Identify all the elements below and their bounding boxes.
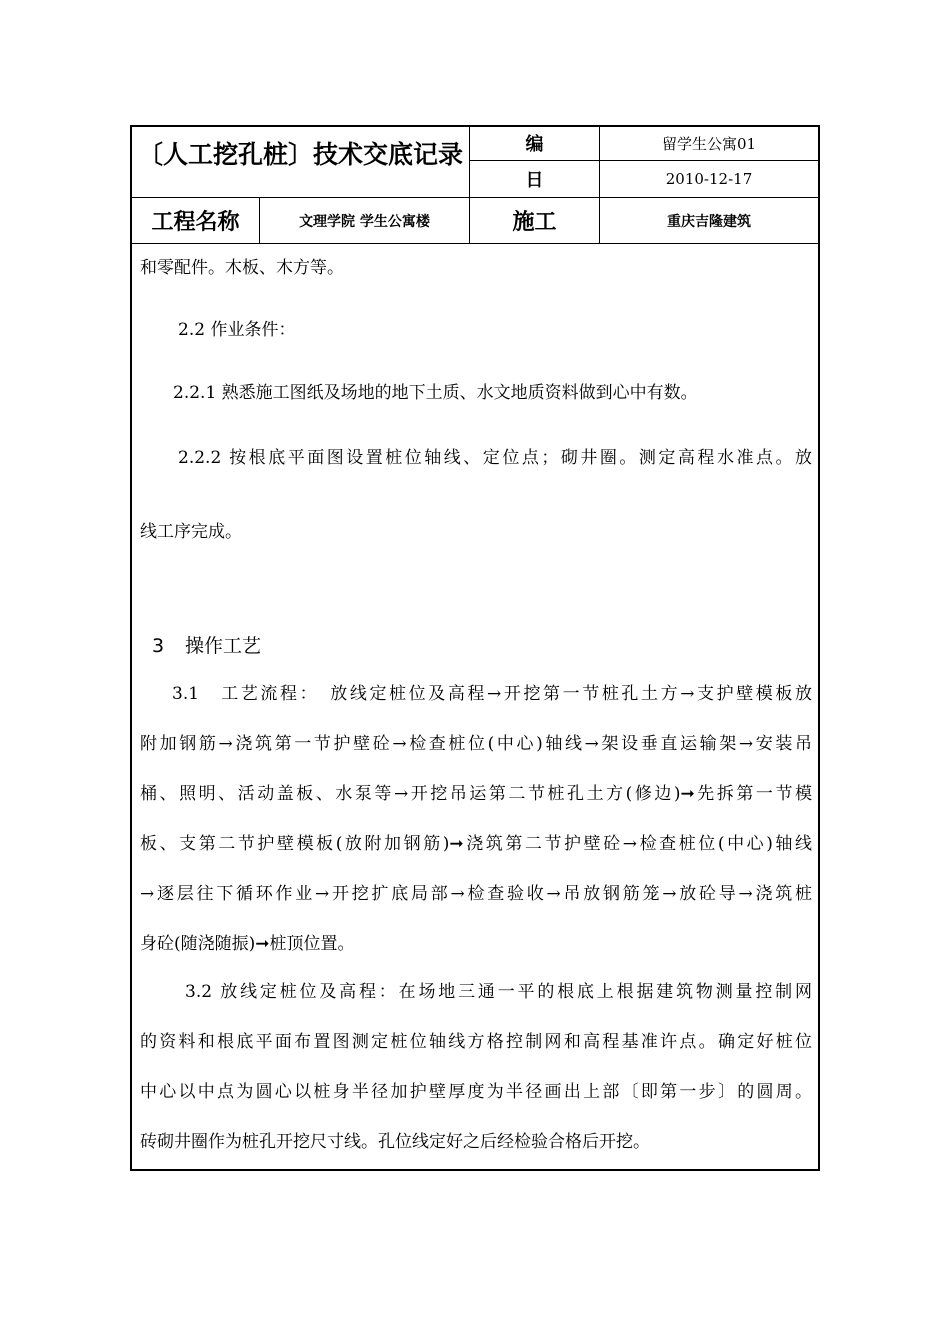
section-3-number: 3 — [152, 635, 165, 657]
section-3-2-line4: 砖砌井圈作为桩孔开挖尺寸线。孔位线定好之后经检验合格后开挖。 — [140, 1132, 650, 1152]
section-3-1-line3: 桶、照明、活动盖板、水泵等→开挖吊运第二节桩孔土方(修边)➞先拆第一节模 — [140, 784, 812, 804]
section-2-2: 2.2 作业条件： — [178, 320, 296, 340]
section-3-1-line6: 身砼(随浇随振)➞桩顶位置。 — [140, 934, 355, 954]
section-3-1-line4: 板、支第二节护壁模板(放附加钢筋)➞浇筑第二节护壁砼→检查桩位(中心)轴线 — [140, 834, 812, 854]
date-value: 2010-12-17 — [665, 170, 753, 188]
project-name-value: 文理学院 学生公寓楼 — [299, 213, 430, 230]
contractor-value: 重庆吉隆建筑 — [667, 213, 751, 230]
date-label: 日 — [525, 170, 544, 191]
contractor-label: 施工 — [512, 210, 557, 235]
table-bottom-line — [130, 243, 820, 244]
section-2-2-2-line2: 线工序完成。 — [140, 522, 242, 542]
section-2-2-2-line1: 2.2.2 按根底平面图设置桩位轴线、定位点；砌井圈。测定高程水准点。放 — [178, 448, 812, 468]
section-2-2-1: 2.2.1 熟悉施工图纸及场地的地下土质、水文地质资料做到心中有数。 — [173, 383, 698, 403]
section-3-2-line1: 3.2 放线定桩位及高程：在场地三通一平的根底上根据建筑物测量控制网 — [185, 982, 812, 1002]
number-value: 留学生公寓01 — [661, 134, 757, 153]
section-3-1-line1: 3.1 工艺流程： 放线定桩位及高程→开挖第一节桩孔土方→支护壁模板放 — [172, 684, 812, 704]
section-3-2-line3: 中心以中点为圆心以桩身半径加护壁厚度为半径画出上部〔即第一步〕的圆周。 — [140, 1082, 812, 1102]
section-3-title: 操作工艺 — [185, 635, 262, 657]
project-name-label: 工程名称 — [151, 210, 240, 235]
section-3-1-line2: 附加钢筋→浇筑第一节护壁砼→检查桩位(中心)轴线→架设垂直运输架→安装吊 — [140, 734, 812, 754]
body-line: 和零配件。木板、木方等。 — [140, 258, 344, 278]
number-label: 编 — [525, 134, 544, 155]
section-3-1-line5: →逐层往下循环作业→开挖扩底局部→检查验收→吊放钢筋笼→放砼导→浇筑桩 — [140, 884, 812, 904]
document-title: 〔人工挖孔桩〕技术交底记录 — [138, 140, 464, 169]
section-3-2-line2: 的资料和根底平面布置图测定桩位轴线方格控制网和高程基准许点。确定好桩位 — [140, 1032, 812, 1052]
